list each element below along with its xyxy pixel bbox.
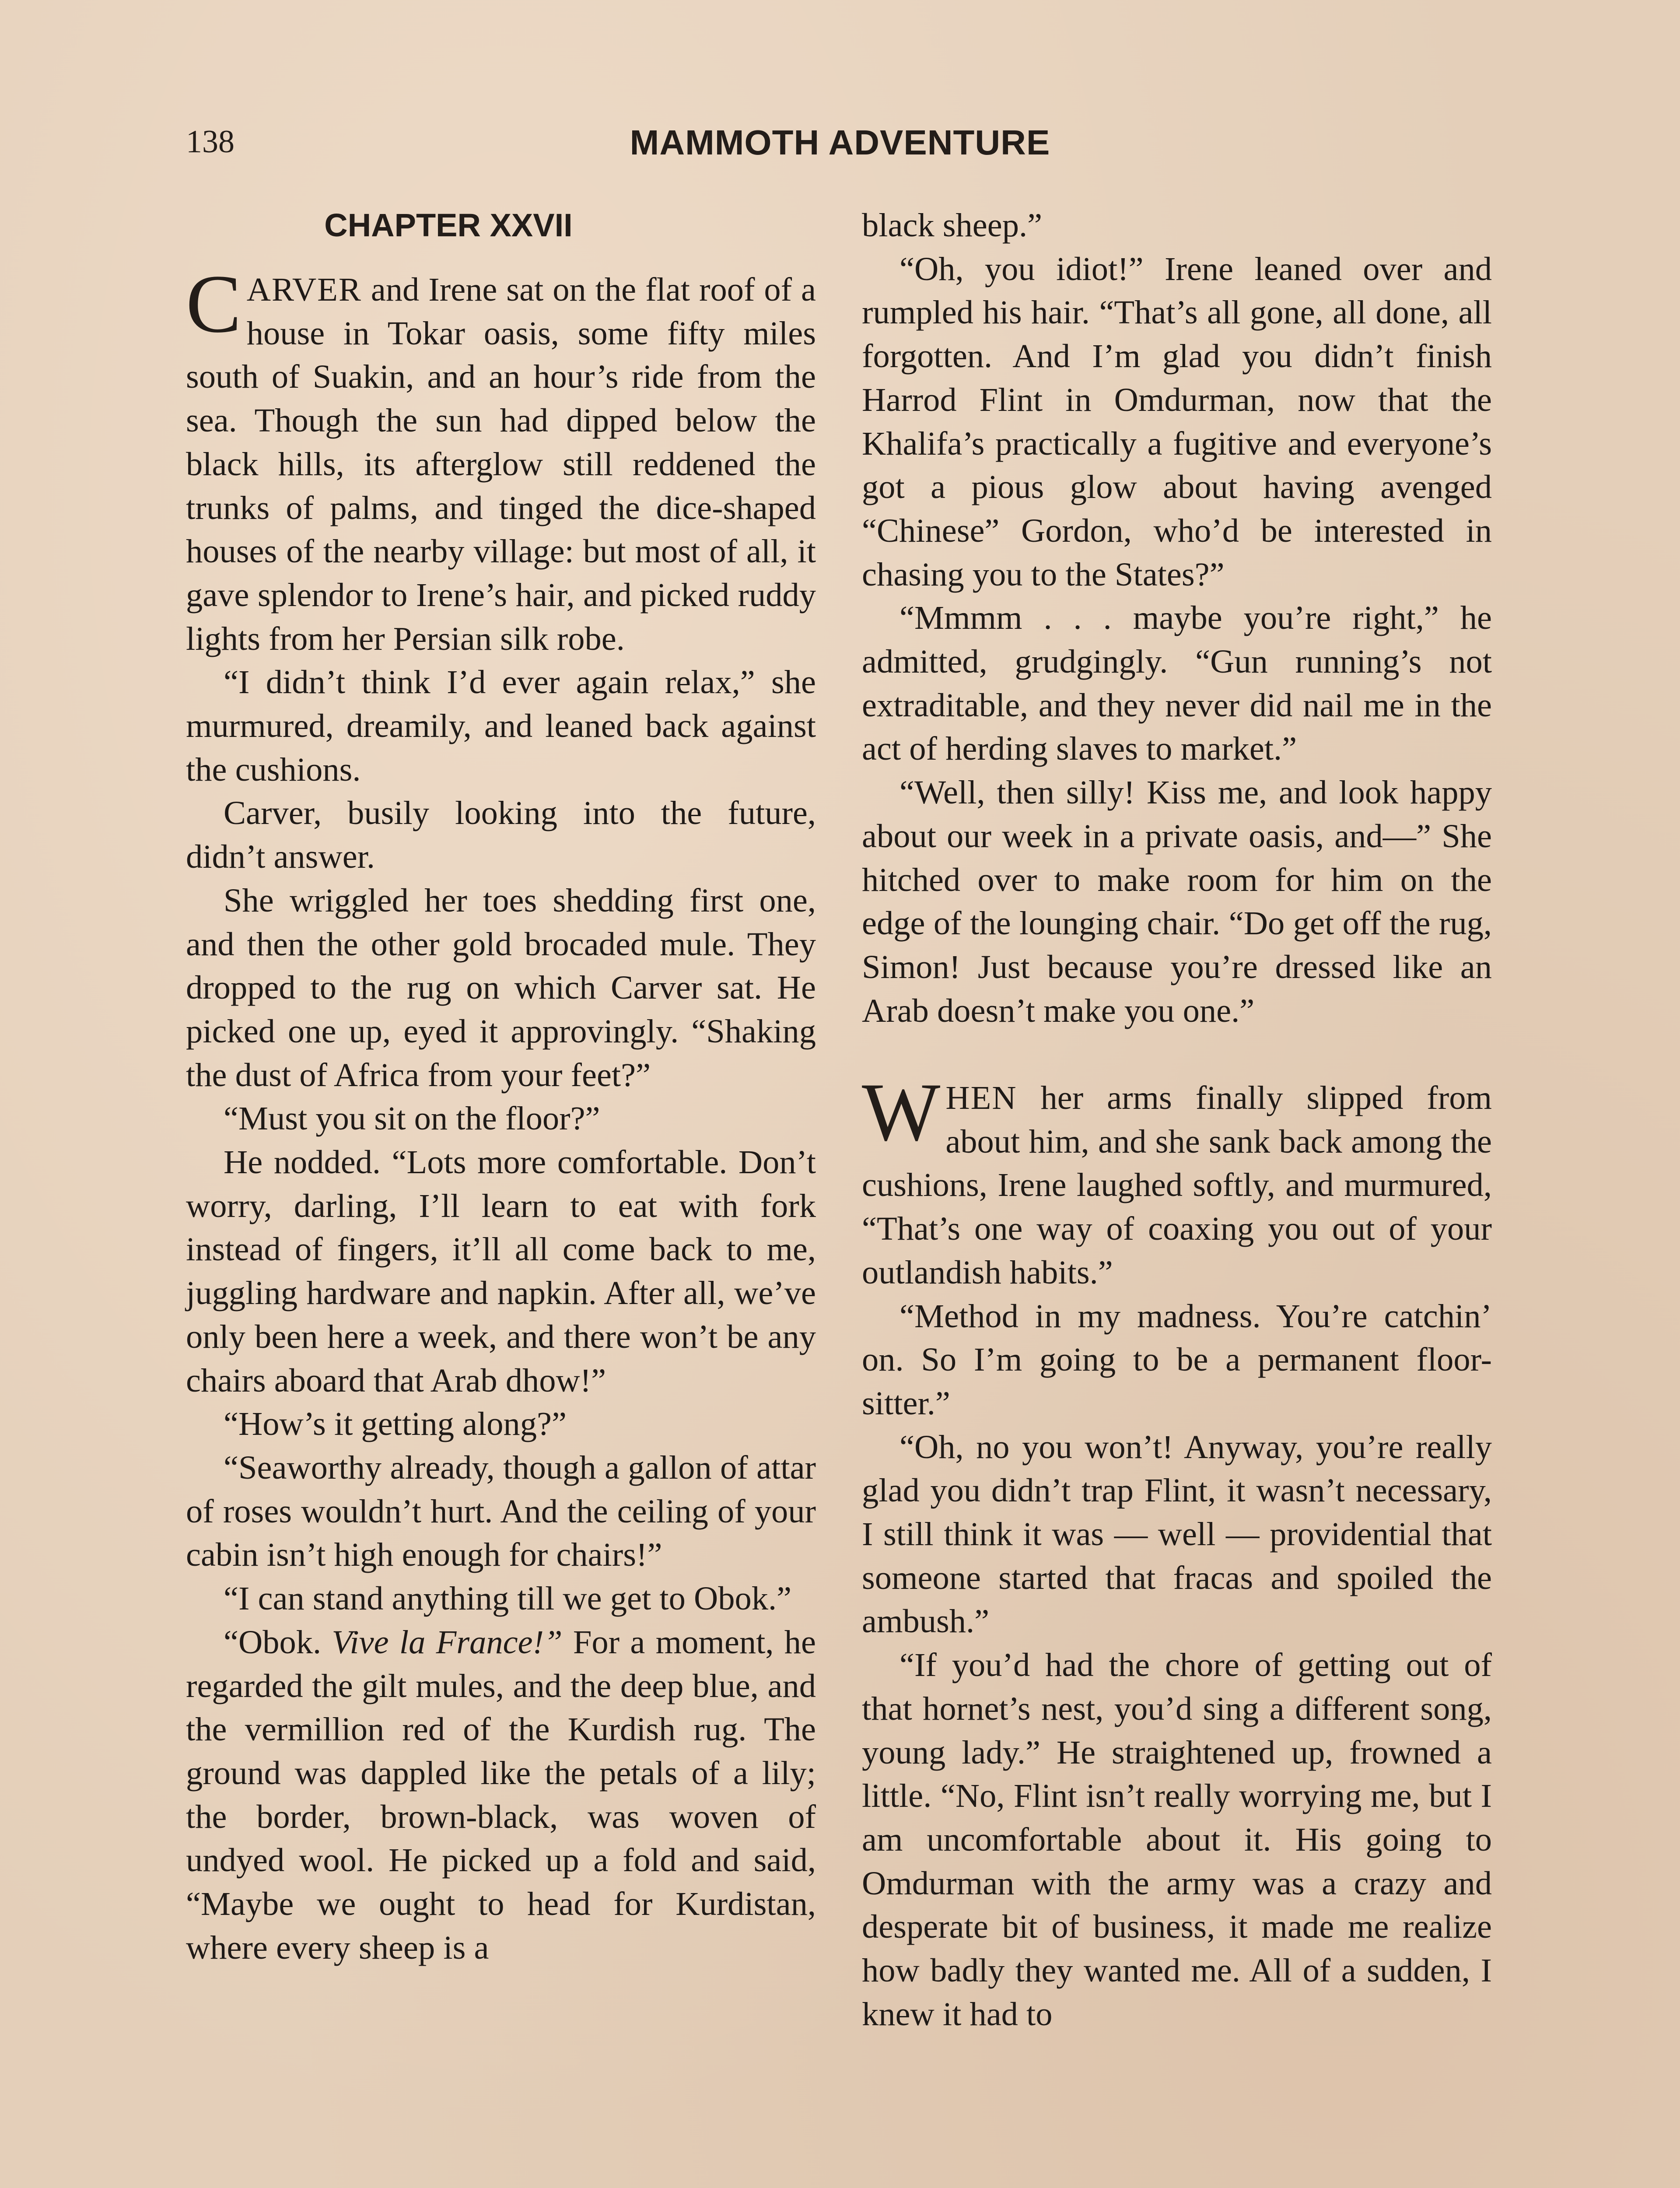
paragraph	[186, 1620, 816, 1970]
paragraph: “Mmmm . . . maybe you’re right,” he admitted, grudgingly. “Gun running’s not extraditable, and they never did nail me in the act of herding slaves to market.”	[862, 599, 1492, 768]
paragraph: He nodded. “Lots more comfortable. Don’t worry, darling, I’ll learn to eat with fork instead of fingers, it’ll all come back to me, juggling hardware and napkin. After all, we’ve only been here a week, and there won’t be any chairs aboard that Arab dhow!”	[186, 1143, 816, 1399]
paragraph: “If you’d had the chore of getting out of that hornet’s nest, you’d sing a different song, young lady.” He straightened up, frowned a little. “No, Flint isn’t really worrying me, but I am uncomfortable about it. His going to Omdurman with the army was a crazy and desperate bit of business, it made me realize how badly they wanted me. All of a sudden, I knew it had to	[862, 1646, 1492, 2033]
running-title: MAMMOTH ADVENTURE	[630, 123, 1050, 162]
opening-paragraph	[186, 258, 816, 660]
paragraph: “I can stand anything till we get to Obok.”	[224, 1580, 792, 1617]
paragraph-text: For a moment, he regarded the gilt mules, and the deep blue, and the vermillion red of the Kurdish rug. The ground was dappled like the petals of a lily; the border, brown-black, was woven of undyed wool. He picked up a fold and said, “Maybe we ought to head for Kurdistan, where every sheep is a	[186, 1623, 816, 1966]
section-break	[862, 1032, 1492, 1076]
paragraph: “Oh, you idiot!” Irene leaned over and rumpled his hair. “That’s all gone, all done, all forgotten. And I’m glad you didn’t finish Harrod Flint in Omdurman, now that the Khalifa’s practically a fugitive and everyone’s got a pious glow about having avenged “Chinese” Gordon, who’d be interested in chasing you to the States?”	[862, 250, 1492, 593]
paragraph: “Seaworthy already, though a gallon of attar of roses wouldn’t hurt. And the ceiling of your cabin isn’t high enough for chairs!”	[186, 1448, 816, 1574]
right-column	[862, 203, 1492, 2036]
chapter-title: CHAPTER XXVII	[324, 207, 573, 243]
paragraph: She wriggled her toes shedding first one, and then the other gold brocaded mule. They dropped to the rug on which Carver sat. He picked one up, eyed it approvingly. “Shaking the dust of Africa from your feet?”	[186, 881, 816, 1094]
drop-cap: C	[186, 258, 242, 350]
opening-text: and Irene sat on the flat roof of a house in Tokar oasis, some fifty miles south of Suakin, and an hour’s ride from the sea. Though the sun had dipped below the black hills, its afterglow still reddened the trunks of palms, and tinged the dice-shaped houses of the nearby village: but most of all, it gave splendor to Irene’s hair, and picked ruddy lights from her Persian silk robe.	[186, 271, 816, 657]
paragraph: “How’s it getting along?”	[224, 1405, 567, 1443]
paragraph: “Method in my madness. You’re catchin’ on. So I’m going to be a permanent floor-sitter.”	[862, 1297, 1492, 1422]
italic-phrase: Vive la France!”	[332, 1623, 563, 1661]
paragraph: Carver, busily looking into the future, didn’t answer.	[186, 794, 816, 876]
opening-small-caps: ARVER	[246, 271, 362, 308]
left-column	[186, 203, 816, 1969]
paragraph: “Must you sit on the floor?”	[224, 1100, 600, 1137]
drop-cap: W	[862, 1066, 941, 1159]
continued-line: black sheep.”	[862, 207, 1043, 244]
page-number: 138	[186, 124, 234, 160]
paragraph: “Well, then silly! Kiss me, and look happy about our week in a private oasis, and—” She hitched over to make room for him on the edge of the lounging chair. “Do get off the rug, Simon! Just because you’re dressed like an Arab doesn’t make you one.”	[862, 774, 1492, 1029]
paragraph: “I didn’t think I’d ever again relax,” she murmured, dreamily, and leaned back against the cushions.	[186, 663, 816, 788]
paragraph: “Oh, no you won’t! Anyway, you’re really glad you didn’t trap Flint, it wasn’t necessary, I still think it was — well — providential that someone started that fracas and spoiled the ambush.”	[862, 1428, 1492, 1640]
section-small-caps: HEN	[945, 1079, 1017, 1117]
paragraph-text: “Obok.	[224, 1623, 332, 1661]
section-opening-paragraph	[862, 1066, 1492, 1294]
section-opening-text: her arms finally slipped from about him, and she sank back among the cushions, Irene laughed softly, and murmured, “That’s one way of coaxing you out of your outlandish habits.”	[862, 1079, 1492, 1291]
